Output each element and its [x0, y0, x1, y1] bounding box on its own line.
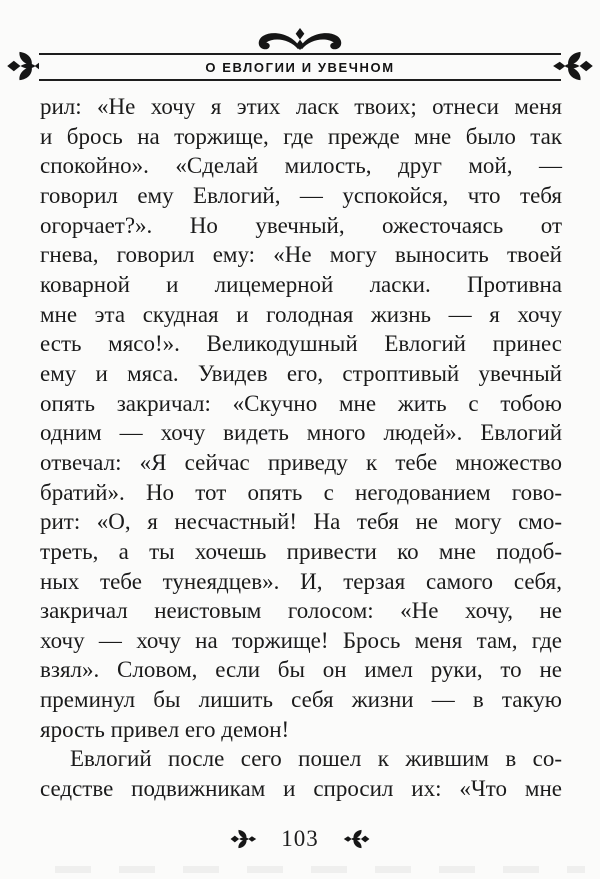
text-line: преминул бы лишить себя жизни — в такую — [40, 687, 562, 713]
chapter-title: О ЕВЛОГИИ И УВЕЧНОМ — [205, 59, 395, 75]
page-footer — [0, 824, 600, 854]
text-line: коварной и лицемерной ласки. Противна — [40, 271, 562, 297]
sprig-right-icon — [341, 828, 371, 850]
text-line: опять закричал: «Скучно мне жить с тобою — [40, 390, 562, 416]
paragraph — [40, 92, 562, 744]
text-line: гнева, говорил ему: «Не могу выносить твоей — [40, 242, 562, 268]
text-line: отвечал: «Я сейчас приведу к тебе множество — [40, 449, 562, 475]
chapter-header-band — [39, 53, 561, 81]
text-line: треть, а ты хочешь привести ко мне подоб- — [40, 538, 562, 564]
body-text — [40, 92, 562, 804]
text-line: рил: «Не хочу я этих ласк твоих; отнеси меня — [40, 94, 562, 119]
fleur-right-icon — [550, 49, 594, 83]
text-line: огорчает?». Но увечный, ожесточаясь от — [40, 212, 562, 238]
text-line: братий». Но тот опять с негодованием гово- — [40, 479, 562, 505]
text-line: хочу — хочу на торжище! Брось меня там, где — [40, 627, 562, 653]
text-line: спокойно». «Сделай милость, друг мой, — — [40, 153, 562, 179]
text-line: ему и мяса. Увидев его, строптивый увечный — [40, 360, 562, 386]
scrollwork-centerpiece-icon — [252, 28, 348, 55]
text-line: закричал неистовым голосом: «Не хочу, не — [40, 598, 562, 624]
text-line: рит: «О, я несчастный! На тебя не могу смо- — [40, 509, 562, 535]
text-line: есть мясо!». Великодушный Евлогий принес — [40, 331, 562, 357]
page-number: 103 — [281, 826, 319, 851]
text-line: ных тебе тунеядцев». И, терзая самого себя, — [40, 568, 562, 594]
text-line: взял». Словом, если бы он имел руки, то не — [40, 657, 562, 683]
text-line: мне эта скудная и голодная жизнь — я хочу — [40, 301, 562, 327]
text-line: ярость привел его демон! — [40, 716, 290, 742]
text-line: и брось на торжище, где прежде мне было так — [40, 123, 562, 149]
paragraph — [40, 744, 562, 803]
text-line: седстве подвижникам и спросил их: «Что мне — [40, 776, 562, 802]
text-line: одним — хочу видеть много людей». Евлогий — [40, 420, 562, 446]
scan-artifact-strip — [55, 866, 585, 873]
text-line: говорил ему Евлогий, — успокойся, что тебя — [40, 182, 562, 208]
sprig-left-icon — [229, 828, 259, 850]
text-line: Евлогий после сего пошел к жившим в со- — [70, 746, 562, 772]
